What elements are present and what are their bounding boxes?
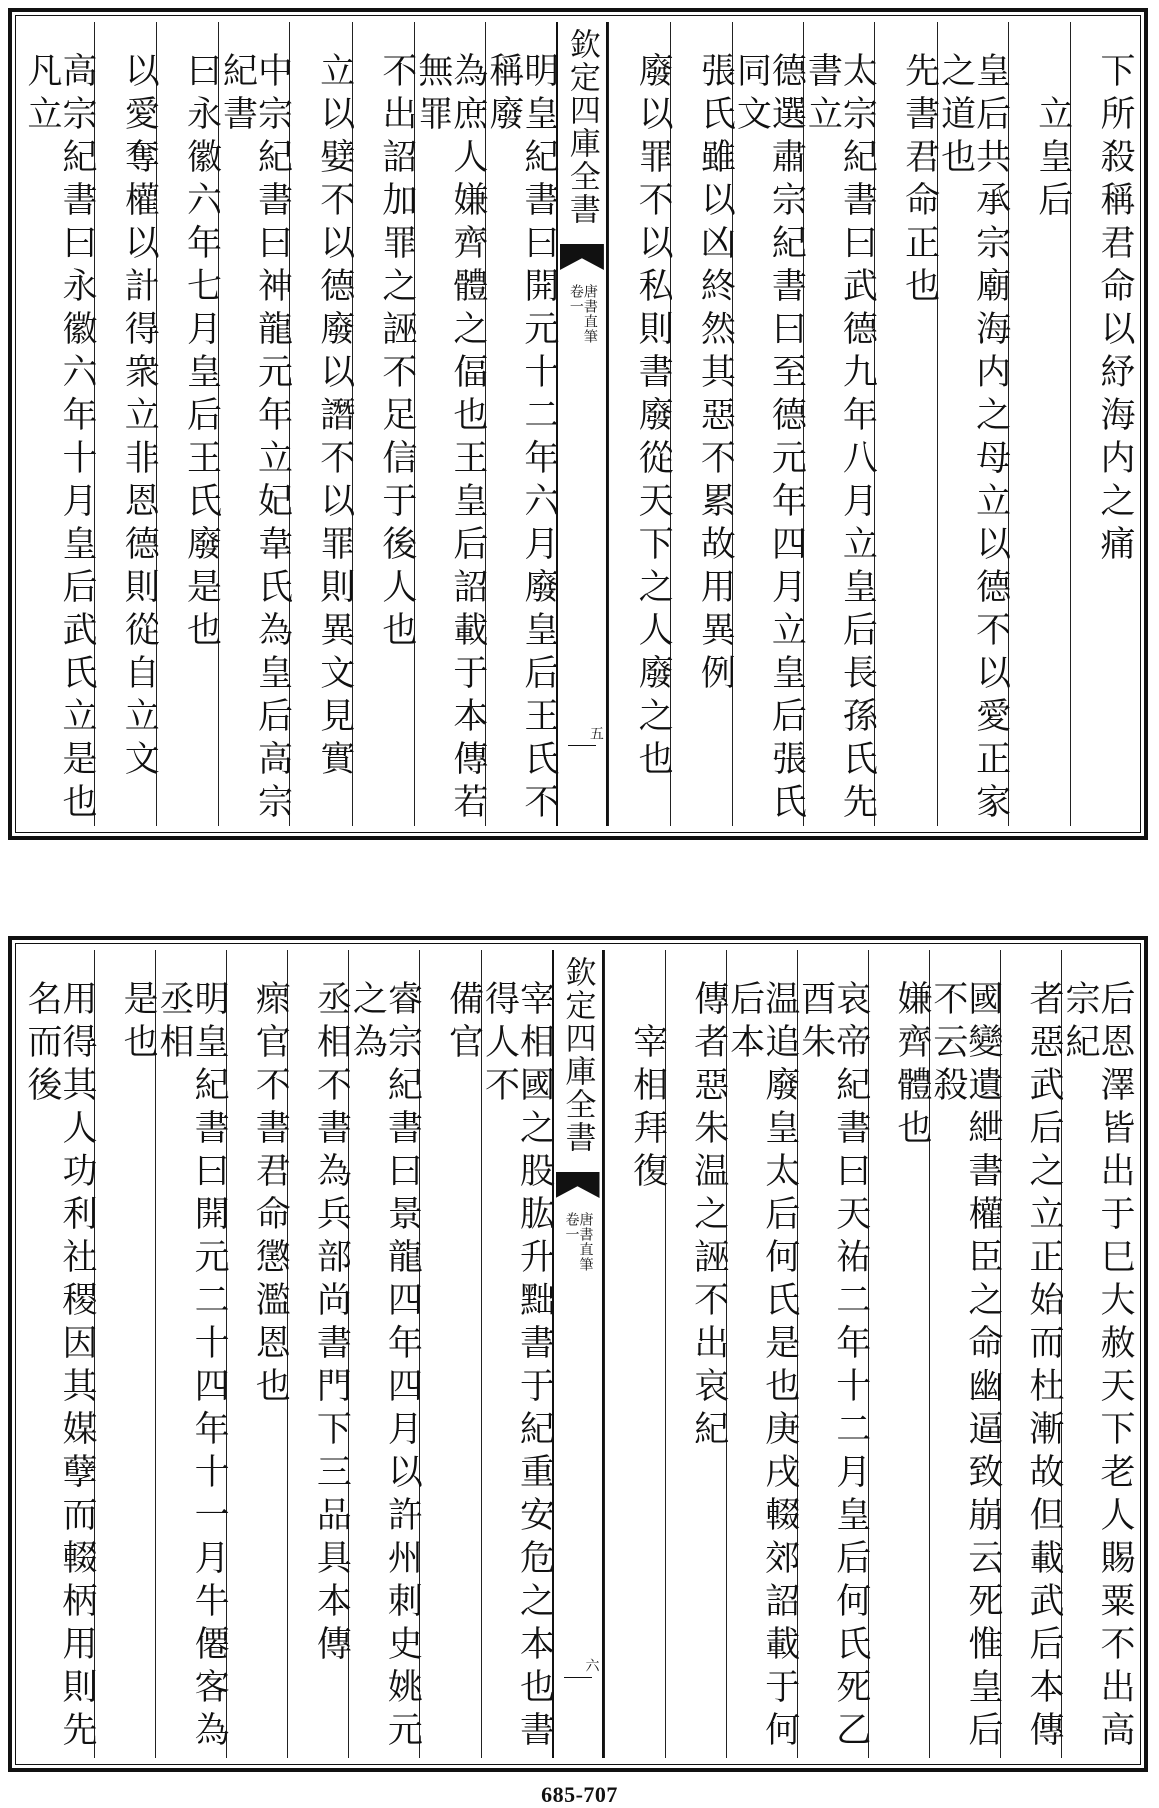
text-column — [1060, 950, 1135, 1758]
text-column — [1008, 22, 1073, 826]
text-column — [802, 22, 878, 826]
column-text: 后恩澤皆出于巳大赦天下老人賜粟不出高宗紀 — [1060, 980, 1135, 1754]
text-column — [94, 950, 159, 1758]
column-text: 中宗紀書曰神龍元年立妃韋氏為皇后高宗紀書 — [217, 52, 293, 826]
text-column — [412, 22, 488, 826]
page-leaf-upper — [8, 8, 1148, 840]
column-text: 下所殺稱君命以紓海内之痛 — [1095, 52, 1135, 568]
text-column — [868, 950, 932, 1758]
column-text: 高宗紀書曰永徽六年十月皇后武氏立是也凡立 — [22, 52, 98, 826]
text-columns — [22, 950, 1135, 1758]
column-text: 温追廢皇太后何氏是也庚戌輟郊詔載于何后本 — [724, 980, 800, 1754]
column-text: 太宗紀書曰武德九年八月立皇后長孫氏先書立 — [802, 52, 878, 826]
column-text: 傳者惡朱温之誣不出哀紀 — [688, 980, 729, 1453]
column-text: 立皇后 — [1032, 52, 1073, 224]
collection-title: 欽定四庫全書 — [563, 28, 600, 226]
leaf-number: 五 — [587, 726, 604, 740]
book-title: 唐書直筆 — [581, 284, 598, 344]
column-text: 明皇紀書曰開元二十四年十一月牛僊客為丞相 — [154, 980, 230, 1754]
column-text: 廢以罪不以私則書廢從天下之人廢之也 — [633, 52, 674, 783]
page-leaf-lower — [8, 936, 1148, 1772]
text-column — [795, 950, 871, 1758]
volume-number: 卷一 — [563, 1212, 580, 1242]
fold-rule — [564, 1677, 592, 1678]
text-column — [670, 22, 736, 826]
fold-rule — [568, 745, 596, 746]
text-column — [419, 950, 484, 1758]
column-text: 是也 — [118, 980, 159, 1066]
text-column — [483, 22, 559, 826]
text-column — [352, 22, 417, 826]
text-column — [479, 950, 555, 1758]
text-column — [217, 22, 293, 826]
column-text: 丞相不書為兵部尚書門下三品具本傳 — [311, 980, 352, 1668]
text-column — [287, 950, 352, 1758]
column-text: 瘝官不書君命懲濫恩也 — [250, 980, 291, 1410]
column-text: 宰相國之股肱升黜書于紀重安危之本也書得人不 — [479, 980, 555, 1754]
text-column — [94, 22, 160, 826]
text-column — [604, 950, 668, 1758]
column-text: 為庶人嫌齊體之偪也王皇后詔載于本傳若無罪 — [412, 52, 488, 826]
text-column — [1000, 950, 1064, 1758]
text-column — [289, 22, 355, 826]
fishtail-ornament — [560, 244, 604, 270]
column-text: 不出詔加罪之誣不足信于後人也 — [376, 52, 417, 654]
column-text: 德選肅宗紀書曰至德元年四月立皇后張氏同文 — [731, 52, 807, 826]
column-text: 明皇紀書曰開元十二年六月廢皇后王氏不稱廢 — [483, 52, 559, 826]
text-column — [608, 22, 674, 826]
column-text: 以愛奪權以計得衆立非恩德則從自立文 — [119, 52, 160, 783]
column-text: 先書君命正也 — [899, 52, 940, 310]
text-column — [927, 950, 1003, 1758]
column-text: 國變遺紲書權臣之命幽逼致崩云死惟皇后不云殺 — [927, 980, 1003, 1754]
text-column — [874, 22, 940, 826]
column-text: 立以嬖不以德廢以譖不以罪則異文見實 — [314, 52, 355, 783]
text-columns — [22, 22, 1135, 826]
text-column — [724, 950, 800, 1758]
column-text: 嫌齊體也 — [891, 980, 932, 1152]
column-text: 宰相拜復 — [627, 980, 668, 1195]
column-text: 備官 — [443, 980, 484, 1066]
text-column — [22, 950, 97, 1758]
text-column — [935, 22, 1011, 826]
text-column — [154, 950, 230, 1758]
center-fold-column — [552, 950, 604, 1758]
leaf-number: 六 — [583, 1658, 600, 1672]
text-column — [156, 22, 222, 826]
text-column — [665, 950, 729, 1758]
column-text: 者惡武后之立正始而杜漸故但載武后本傳 — [1024, 980, 1064, 1754]
column-text: 皇后共承宗廟海内之母立以德不以愛正家之道也 — [935, 52, 1011, 826]
collection-title: 欽定四庫全書 — [559, 956, 596, 1154]
column-text: 哀帝紀書曰天祐二年十二月皇后何氏死乙酉朱 — [795, 980, 871, 1754]
column-text: 曰永徽六年七月皇后王氏廢是也 — [181, 52, 222, 654]
text-column — [347, 950, 423, 1758]
center-fold-column — [556, 22, 608, 826]
plate-number: 685-707 — [541, 1782, 618, 1807]
text-column — [1070, 22, 1135, 826]
column-text: 張氏雖以凶終然其惡不累故用異例 — [695, 52, 736, 697]
text-column — [731, 22, 807, 826]
column-text: 睿宗紀書曰景龍四年四月以許州刺史姚元之為 — [347, 980, 423, 1754]
text-column — [22, 22, 98, 826]
fishtail-ornament — [556, 1172, 600, 1198]
column-text: 用得其人功利社稷因其媒孽而輟柄用則先名而後 — [22, 980, 97, 1754]
volume-number: 卷一 — [567, 284, 584, 314]
text-column — [226, 950, 291, 1758]
book-title: 唐書直筆 — [577, 1212, 594, 1272]
